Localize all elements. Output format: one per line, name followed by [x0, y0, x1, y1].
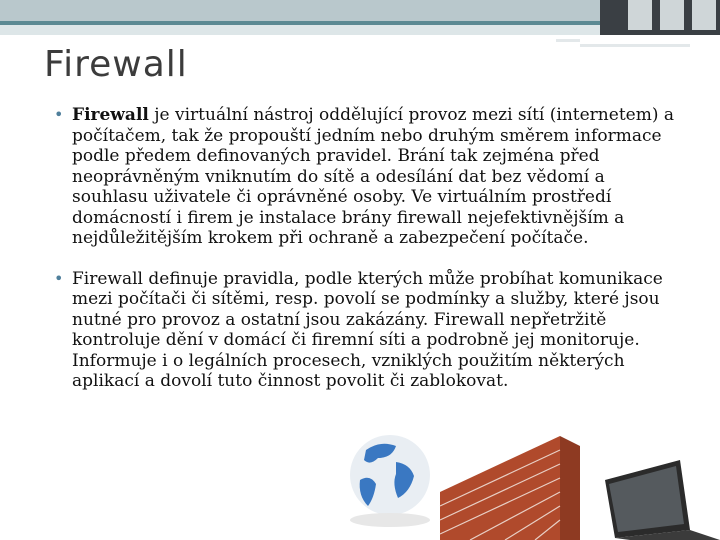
page-title: Firewall	[44, 44, 188, 85]
header-decoration	[0, 0, 720, 40]
header-square	[660, 0, 684, 30]
header-square	[628, 0, 652, 30]
header-square	[692, 0, 716, 30]
header-thin-line	[580, 44, 690, 47]
brick-wall-icon	[440, 436, 580, 540]
bullet-bold-term: Firewall	[72, 105, 149, 125]
bullet-icon: •	[54, 105, 64, 124]
bullet-text: Firewall definuje pravidla, podle kterých může probíhat komunikace mezi počítači či sítěmi, resp. povolí se podmínky a služby, které jsou nutné pro provoz a ostatní jsou zakázány. Firewall nepřetržitě kontroluje dění v domácí či firemní síti a podrobně jej monitoruje. Informuje i o legálních procesech, vzniklých použitím některých aplikací a dovolí tuto činnost povolit či zablokovat.	[72, 268, 663, 391]
bullet-item	[54, 105, 684, 249]
bullet-item	[54, 269, 684, 392]
globe-icon	[350, 435, 430, 527]
laptop-icon	[605, 460, 720, 540]
header-thin-line	[556, 39, 580, 42]
firewall-illustration	[330, 420, 720, 540]
bullet-icon: •	[54, 268, 64, 288]
header-band	[0, 0, 600, 21]
header-band-light	[0, 25, 600, 35]
bullet-text: je virtuální nástroj oddělující provoz mezi sítí (internetem) a počítačem, tak že propouští jedním nebo druhým směrem informace podle předem definovaných pravidel. Brání tak zejména před neoprávněným vniknutím do sítě a odesílání dat bez vědomí a souhlasu uživatele či oprávněné osoby. Ve virtuálním prostředí domácností i firem je instalace brány firewall nejefektivnějším a nejdůležitějším krokem při ochraně a zabezpečení počítače.	[72, 105, 674, 248]
bullet-list	[54, 105, 684, 412]
